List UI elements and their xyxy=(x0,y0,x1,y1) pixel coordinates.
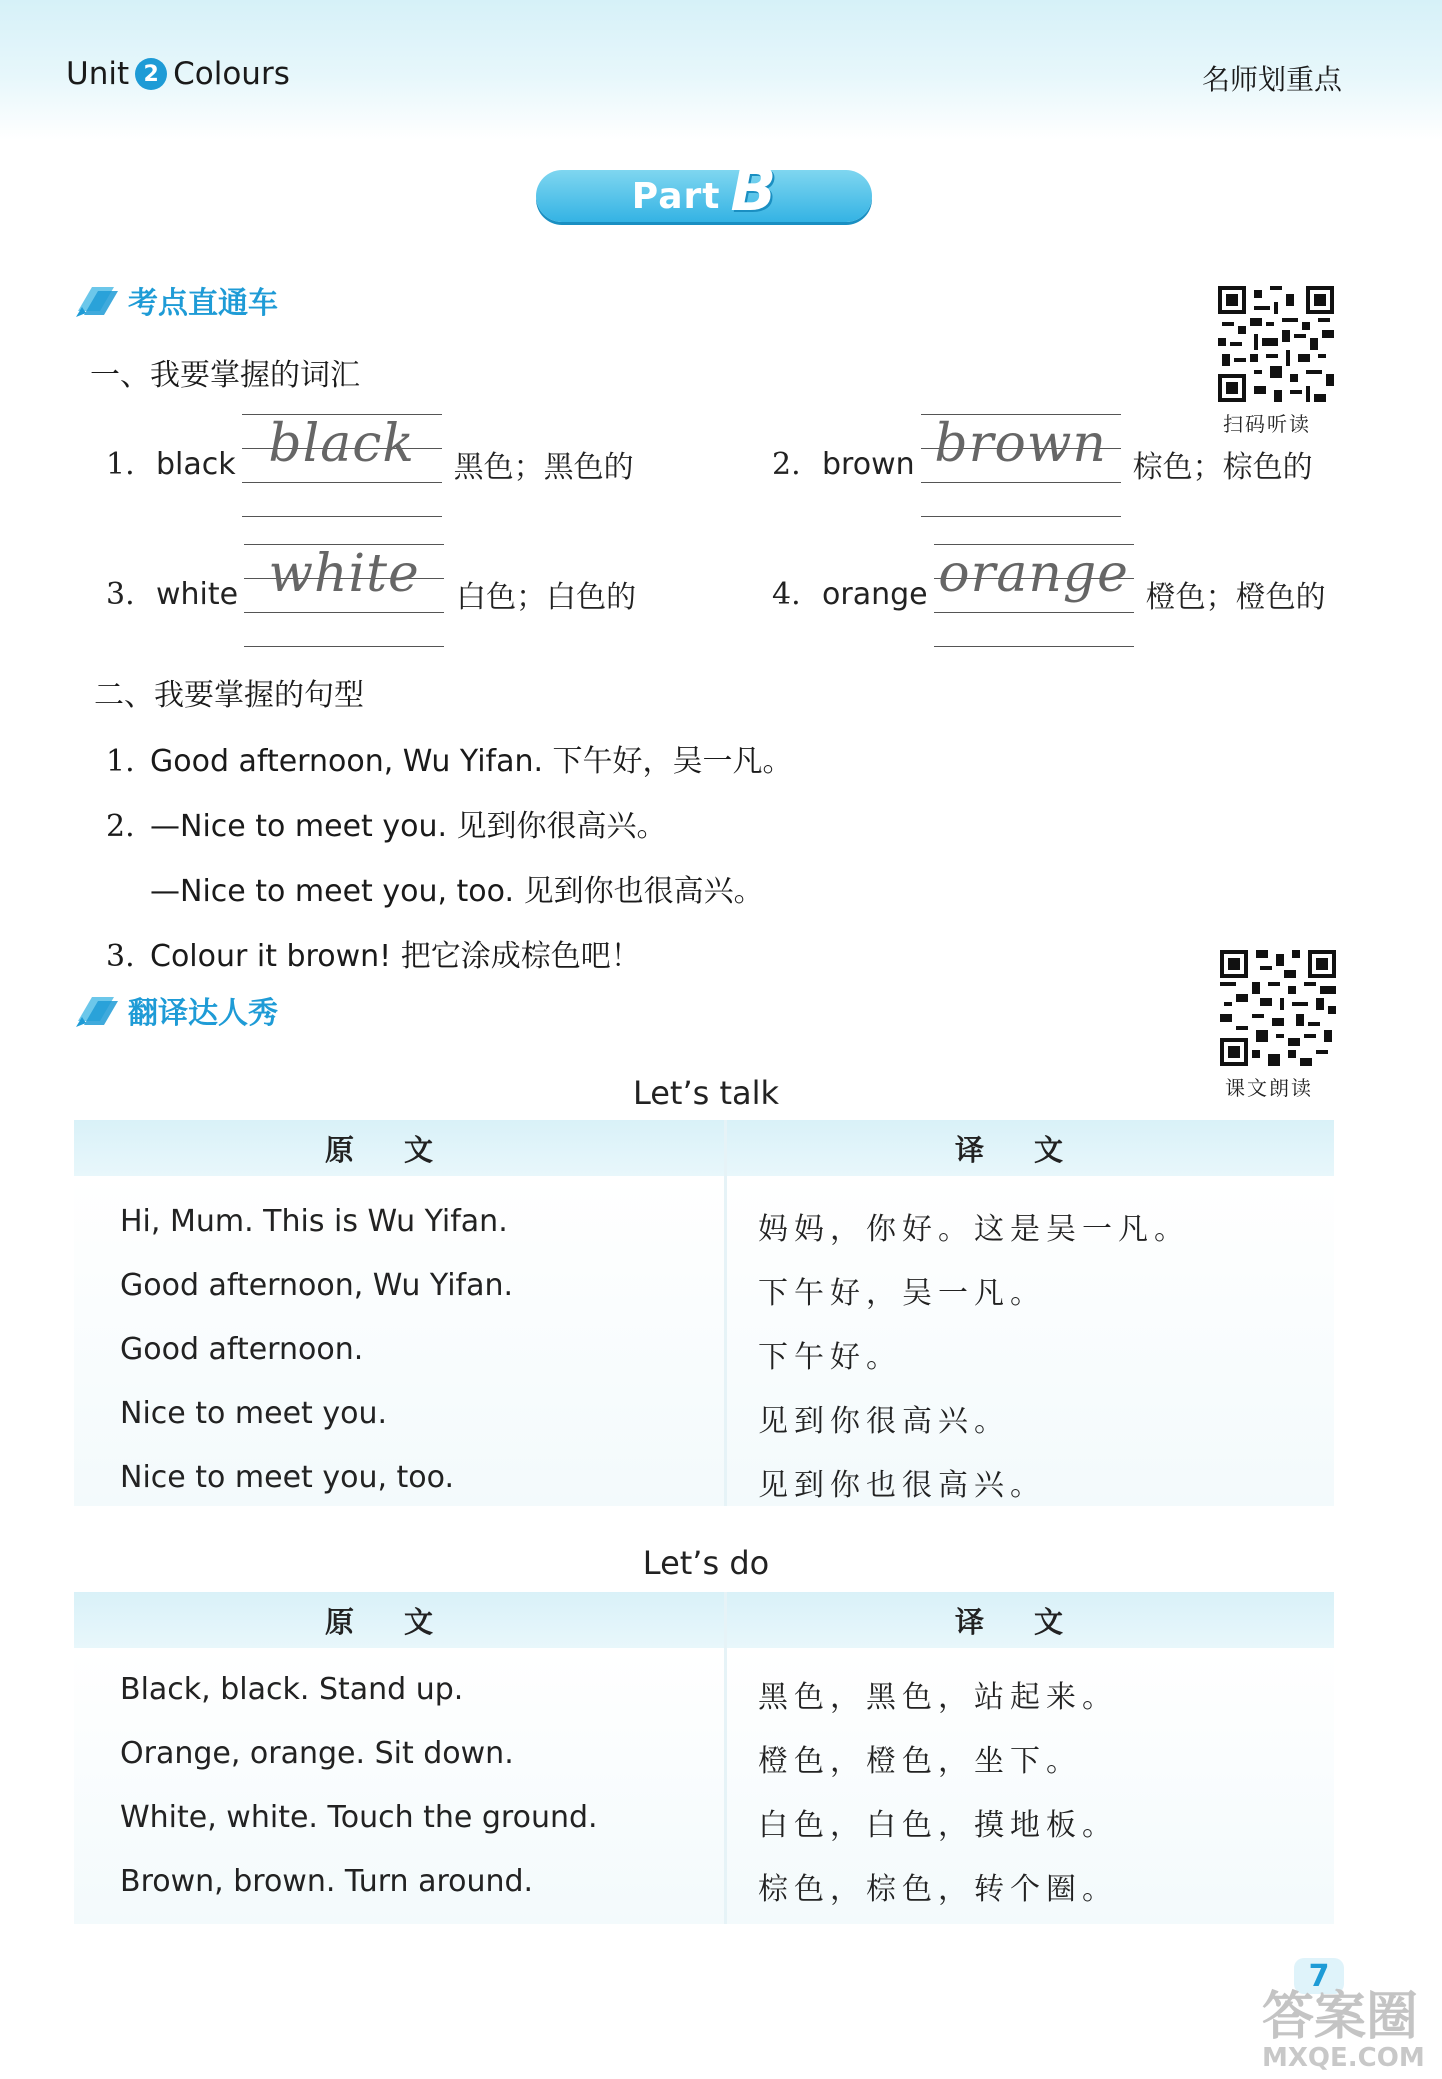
translation-text: 橙色，橙色，坐下。 xyxy=(758,1744,1082,1779)
pencil-icon xyxy=(74,281,120,319)
vocab-word: brown xyxy=(822,446,915,482)
sentence-text: —Nice to meet you. 见到你很高兴。 xyxy=(150,809,667,844)
vocab-word: white xyxy=(156,576,239,612)
translation-text: 黑色，黑色，站起来。 xyxy=(758,1680,1118,1715)
translation-text: 下午好。 xyxy=(758,1340,902,1375)
vocab-number: 3. xyxy=(106,576,135,612)
sentence-line xyxy=(106,736,793,780)
original-text: Black, black. Stand up. xyxy=(120,1672,464,1707)
table-header xyxy=(74,1120,1334,1176)
table-body xyxy=(74,1648,1334,1924)
vocab-meaning: 棕色；棕色的 xyxy=(1132,450,1313,485)
sentence-number: 3. xyxy=(106,939,135,974)
watermark-logo xyxy=(1262,1987,1432,2073)
column-header-translation: 译 文 xyxy=(954,1132,1084,1167)
original-text: Nice to meet you, too. xyxy=(120,1460,455,1495)
translation-text: 妈妈，你好。这是吴一凡。 xyxy=(758,1212,1190,1247)
part-label: Part xyxy=(631,175,721,217)
vocab-number: 4. xyxy=(772,576,801,612)
table-header xyxy=(74,1592,1334,1648)
vocab-word: black xyxy=(156,446,236,482)
table-body xyxy=(74,1176,1334,1506)
original-text: White, white. Touch the ground. xyxy=(120,1800,598,1835)
handwritten-word: white xyxy=(268,544,420,604)
qr-caption-listen: 扫码听读 xyxy=(1223,412,1311,436)
table-title-lets-do: Let’s do xyxy=(642,1544,770,1582)
original-text: Good afternoon, Wu Yifan. xyxy=(120,1268,514,1303)
translation-text: 见到你也很高兴。 xyxy=(758,1468,1046,1503)
original-text: Nice to meet you. xyxy=(120,1396,388,1431)
vocab-meaning: 橙色；橙色的 xyxy=(1145,580,1326,615)
handwritten-word: brown xyxy=(934,414,1107,474)
vocab-meaning: 白色；白色的 xyxy=(456,580,637,615)
unit-header xyxy=(66,56,290,92)
writing-lines xyxy=(934,514,1134,674)
table-title-lets-talk: Let’s talk xyxy=(632,1074,780,1112)
vocab-word: orange xyxy=(822,576,928,612)
translation-text: 下午好，吴一凡。 xyxy=(758,1276,1046,1311)
watermark-text: 答案圈 xyxy=(1262,1987,1419,2047)
sentence-number: 1. xyxy=(106,744,135,779)
pencil-icon xyxy=(74,991,120,1029)
column-header-original: 原 文 xyxy=(324,1604,454,1639)
translation-text: 见到你很高兴。 xyxy=(758,1404,1010,1439)
vocab-number: 2. xyxy=(772,446,801,482)
sentence-line xyxy=(106,866,764,910)
section-title-translation xyxy=(74,988,278,1032)
vocab-meaning: 黑色；黑色的 xyxy=(453,450,634,485)
sentence-line xyxy=(106,801,667,845)
sentence-text: Colour it brown! 把它涂成棕色吧！ xyxy=(150,939,641,974)
vocab-item xyxy=(772,514,1326,674)
translation-text: 白色，白色，摸地板。 xyxy=(758,1808,1118,1843)
sentence-number: 2. xyxy=(106,809,135,844)
qr-caption-reading: 课文朗读 xyxy=(1225,1076,1313,1100)
vocab-number: 1. xyxy=(106,446,135,482)
column-header-original: 原 文 xyxy=(324,1132,454,1167)
watermark-url: MXQE.COM xyxy=(1262,2043,1425,2073)
section-title-key-points xyxy=(74,278,278,322)
header-right-label: 名师划重点 xyxy=(1201,63,1342,96)
sentence-line xyxy=(106,931,641,975)
sentence-text: —Nice to meet you, too. 见到你也很高兴。 xyxy=(150,874,764,909)
writing-lines xyxy=(244,514,444,674)
sentence-text: Good afternoon, Wu Yifan. 下午好，吴一凡。 xyxy=(150,744,793,779)
section-title-text: 翻译达人秀 xyxy=(128,996,278,1031)
column-divider xyxy=(724,1120,727,1506)
section-title-text: 考点直通车 xyxy=(128,286,278,321)
vocab-item xyxy=(106,514,636,674)
sentence-heading: 二、我要掌握的句型 xyxy=(94,678,364,713)
translation-text: 棕色，棕色，转个圈。 xyxy=(758,1872,1118,1907)
original-text: Good afternoon. xyxy=(120,1332,364,1367)
original-text: Orange, orange. Sit down. xyxy=(120,1736,514,1771)
part-banner xyxy=(536,155,872,225)
original-text: Hi, Mum. This is Wu Yifan. xyxy=(120,1204,508,1239)
handwritten-word: black xyxy=(268,414,415,474)
column-divider xyxy=(724,1592,727,1924)
vocab-heading: 一、我要掌握的词汇 xyxy=(90,358,360,393)
page-number: 7 xyxy=(1294,1958,1344,1994)
handwritten-word: orange xyxy=(938,544,1129,604)
original-text: Brown, brown. Turn around. xyxy=(120,1864,534,1899)
unit-label: Unit xyxy=(66,56,130,92)
qr-code-icon[interactable] xyxy=(1220,950,1336,1066)
column-header-translation: 译 文 xyxy=(954,1604,1084,1639)
unit-number-badge: 2 xyxy=(135,58,167,90)
unit-title: Colours xyxy=(173,56,290,92)
part-letter: B xyxy=(730,155,777,225)
